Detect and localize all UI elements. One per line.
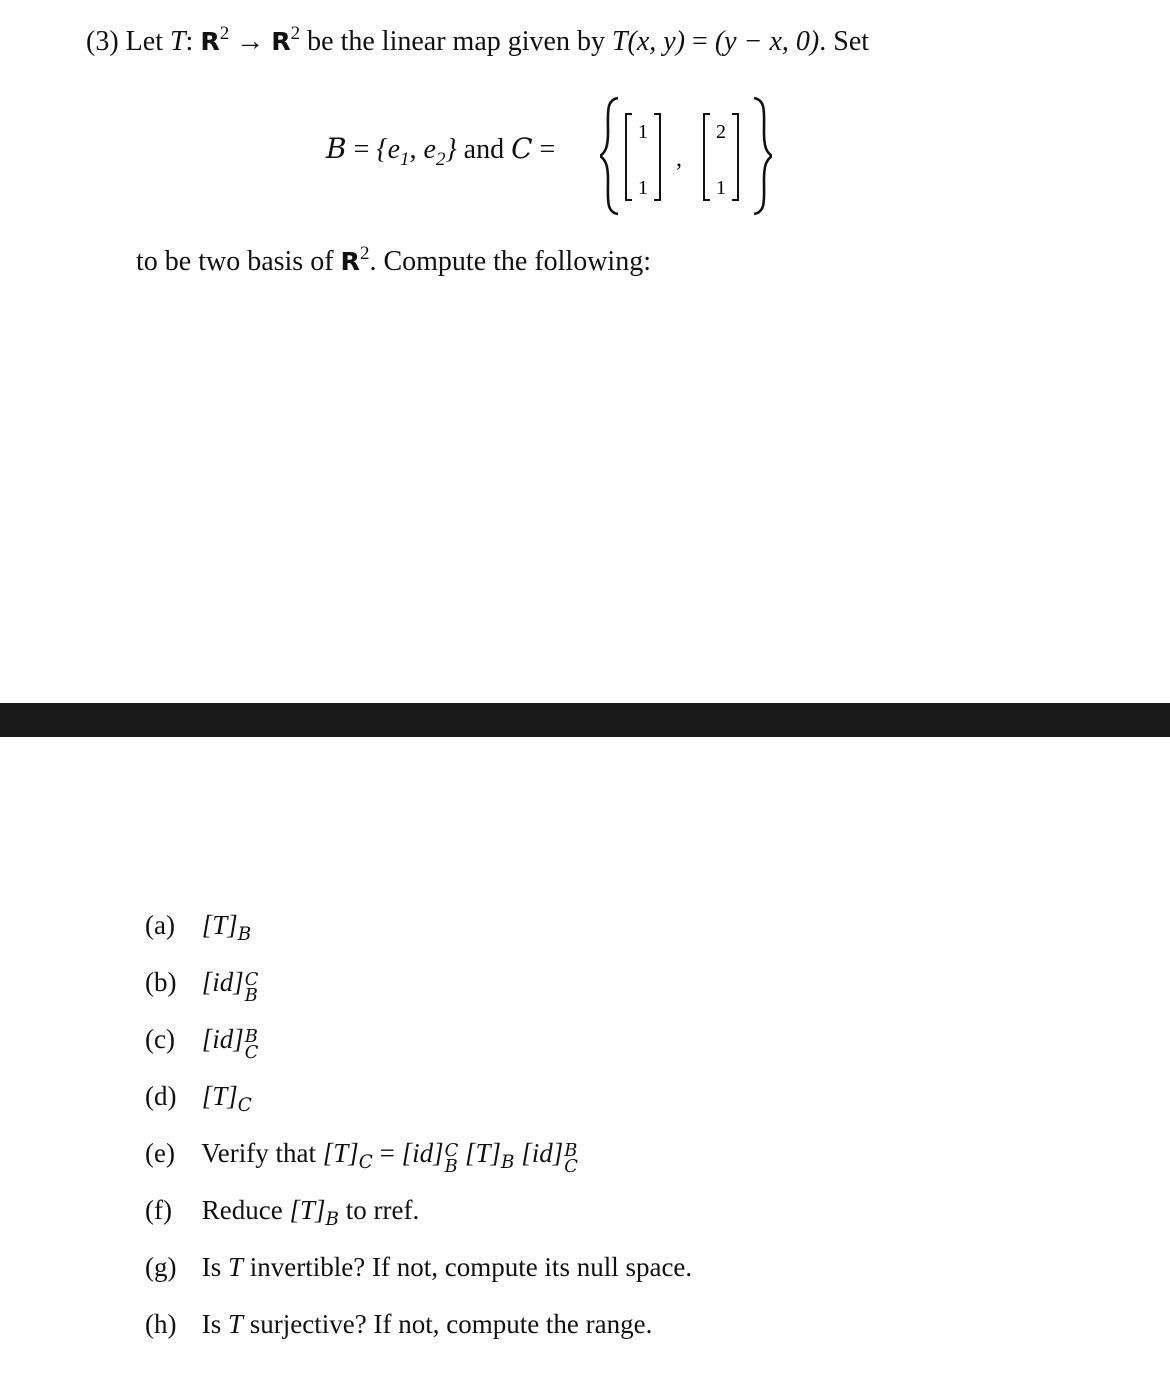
basis-c-set [600, 92, 772, 220]
problem-number: (3) [86, 26, 119, 57]
part-d-expr: [T] [201, 1081, 238, 1111]
part-label: (g) [145, 1252, 177, 1282]
black-divider-band [0, 703, 1170, 737]
part-d [145, 1081, 252, 1117]
vector-1-bottom: 1 [638, 177, 648, 199]
basis-b-name: B [326, 132, 347, 165]
part-h-text: Is [201, 1309, 222, 1339]
intro-let: Let [125, 26, 163, 57]
part-e-id1: [id] [401, 1138, 444, 1168]
part-h-after: surjective? If not, compute the range. [249, 1309, 653, 1339]
definition-lhs: T(x, y) [611, 26, 686, 57]
basis-c-name: C [511, 132, 533, 165]
equals-sign-2: = [539, 134, 556, 165]
part-c [145, 1024, 259, 1064]
part-e-lhs: [T] [322, 1138, 359, 1168]
part-a [145, 910, 252, 946]
part-f-after: to rref. [345, 1195, 420, 1225]
part-g [145, 1252, 692, 1283]
map-symbol: T [169, 26, 186, 57]
part-e-text: Verify that [201, 1138, 316, 1168]
part-label: (b) [145, 967, 177, 997]
part-label: (d) [145, 1081, 177, 1111]
part-b-expr: [id] [201, 967, 244, 997]
problem-statement: (3) Let T: $R^2 \to R^2$ be the linear map given by T(x, y) = (y − x, 0). Set [86, 22, 870, 57]
arrow-symbol: → [236, 26, 265, 57]
codomain-space: $R^2$ [271, 22, 301, 56]
vector-separator-comma: , [676, 146, 682, 172]
part-g-var: T [228, 1252, 244, 1282]
part-d-sub: C [237, 1095, 252, 1117]
set-word: . Set [819, 26, 870, 57]
part-g-text: Is [201, 1252, 222, 1282]
part-c-sup: B [244, 1026, 258, 1048]
part-f-text: Reduce [201, 1195, 283, 1225]
and-word: and [463, 134, 505, 165]
part-b-sup: C [244, 969, 259, 991]
basis-b-set: {$e_1$, $e_2$} [376, 134, 457, 170]
bases-definition [326, 132, 556, 170]
basis-note [136, 242, 651, 278]
domain-space: $R^2$ [200, 22, 230, 56]
part-f-expr: [T] [289, 1195, 326, 1225]
part-e: (e) Verify that $[T]_C = [id]$ C B $[T]_B$ [id] B C [145, 1138, 578, 1178]
definition-rhs: (y − x, 0) [714, 26, 820, 57]
equals-sign: = [353, 134, 370, 165]
vector-2-bottom: 1 [716, 177, 726, 199]
basis-note-space: $R^2$ [340, 242, 370, 276]
part-label: (h) [145, 1309, 177, 1339]
intro-map-text: be the linear map given by [307, 26, 605, 57]
part-label: (f) [145, 1195, 172, 1225]
vector-1-top: 1 [638, 121, 648, 143]
part-b-sub: B [244, 985, 258, 1007]
part-c-sub: C [244, 1042, 259, 1064]
part-e-tb: [T] [464, 1138, 502, 1168]
part-c-expr: [id] [201, 1024, 244, 1054]
vector-2-top: 2 [716, 121, 726, 143]
basis-note-prefix: to be two basis of [136, 246, 334, 277]
part-f: (f) Reduce $[T]_B$ to rref. [145, 1195, 420, 1231]
basis-note-suffix: . Compute the following: [369, 246, 651, 277]
part-e-equals: = [379, 1138, 395, 1168]
part-b [145, 967, 259, 1007]
part-h-var: T [228, 1309, 244, 1339]
part-h [145, 1309, 652, 1340]
equals-sign: = [692, 26, 708, 57]
part-g-after: invertible? If not, compute its null space. [249, 1252, 693, 1282]
part-a-expr: [T] [201, 910, 238, 940]
part-e-id2: [id] [521, 1138, 564, 1168]
part-label: (c) [145, 1024, 175, 1054]
part-label: (a) [145, 910, 175, 940]
part-label: (e) [145, 1138, 175, 1168]
basis-c-braces [600, 92, 772, 220]
part-a-sub: B [237, 924, 252, 946]
